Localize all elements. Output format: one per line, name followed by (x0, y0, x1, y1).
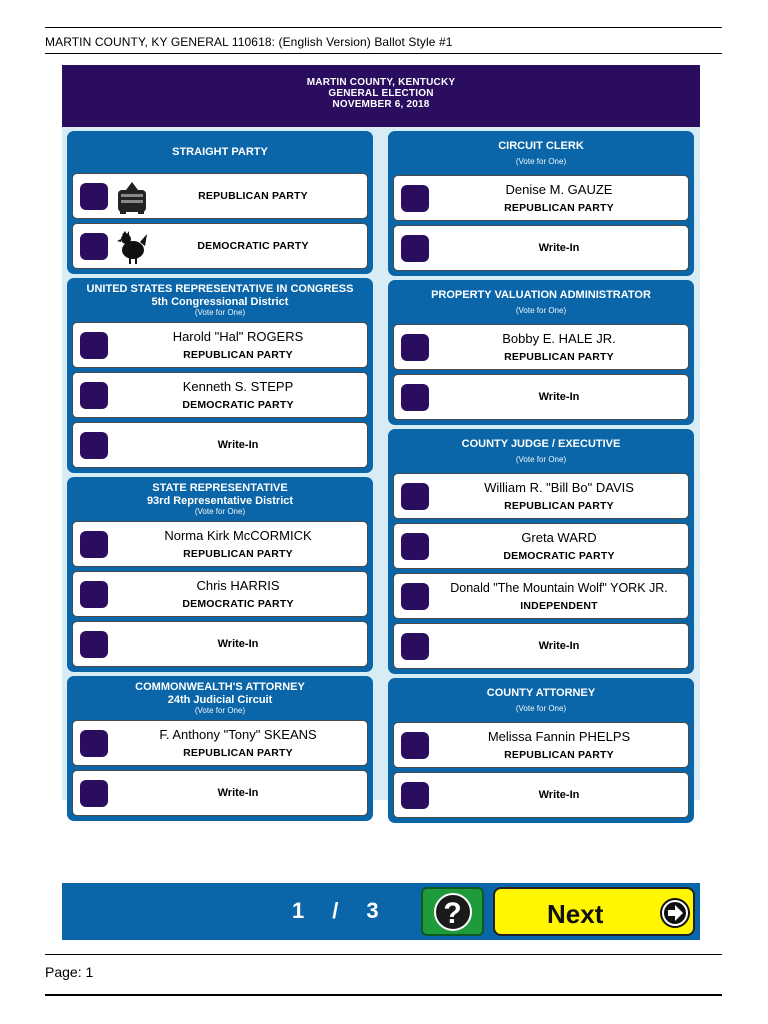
page-footer: Page: 1 (45, 964, 94, 980)
write-in-label: Write-In (217, 439, 259, 451)
candidate-name: Norma Kirk McCORMICK (164, 527, 312, 543)
help-button[interactable] (421, 887, 484, 936)
choice-candidate[interactable] (72, 720, 368, 766)
vote-for-instruction: (Vote for One) (515, 703, 567, 713)
vote-for-instruction: (Vote for One) (194, 705, 246, 715)
choice-candidate[interactable] (72, 521, 368, 567)
candidate-name: Harold "Hal" ROGERS (172, 328, 304, 344)
party-label: REPUBLICAN PARTY (504, 201, 614, 214)
candidate-name: Kenneth S. STEPP (182, 378, 294, 394)
choice-republican-party[interactable] (72, 173, 368, 219)
vote-checkbox[interactable] (80, 730, 108, 757)
contest-subtitle: 24th Judicial Circuit (167, 693, 273, 706)
contest-county-judge-executive (388, 429, 694, 674)
choice-write-in[interactable] (393, 225, 689, 271)
page-separator: / (332, 898, 339, 923)
contest-title: CIRCUIT CLERK (498, 139, 584, 152)
vote-for-instruction: (Vote for One) (515, 305, 567, 315)
question-mark-icon: ? (434, 893, 472, 931)
party-label: DEMOCRATIC PARTY (182, 398, 294, 411)
choice-candidate[interactable] (72, 322, 368, 368)
ballot-page (62, 65, 700, 800)
party-label: REPUBLICAN PARTY (183, 547, 293, 560)
header-rule (45, 53, 722, 54)
choice-write-in[interactable] (72, 422, 368, 468)
candidate-name: William R. "Bill Bo" DAVIS (484, 479, 634, 495)
vote-checkbox[interactable] (80, 531, 108, 558)
vote-checkbox[interactable] (80, 780, 108, 807)
candidate-name: Donald "The Mountain Wolf" YORK JR. (450, 580, 668, 595)
choice-candidate[interactable] (393, 573, 689, 619)
next-label: Next (547, 899, 604, 929)
contest-title: STRAIGHT PARTY (172, 145, 268, 158)
write-in-label: Write-In (538, 640, 580, 652)
vote-checkbox[interactable] (80, 332, 108, 359)
vote-checkbox[interactable] (401, 384, 429, 411)
write-in-label: Write-In (538, 391, 580, 403)
right-column (388, 131, 694, 827)
contest-title: COUNTY JUDGE / EXECUTIVE (461, 437, 621, 450)
contest-title: STATE REPRESENTATIVE (152, 481, 288, 494)
contest-subtitle: 93rd Representative District (146, 494, 294, 507)
contest-subtitle: 5th Congressional District (151, 295, 289, 308)
contest-property-valuation-administrator (388, 280, 694, 425)
contest-title: UNITED STATES REPRESENTATIVE IN CONGRESS (86, 282, 354, 295)
vote-checkbox[interactable] (80, 581, 108, 608)
banner-election: GENERAL ELECTION (328, 88, 434, 99)
page-current: 1 (292, 898, 305, 923)
choice-write-in[interactable] (72, 770, 368, 816)
vote-checkbox[interactable] (401, 583, 429, 610)
candidate-name: Melissa Fannin PHELPS (487, 728, 631, 744)
choice-candidate[interactable] (393, 722, 689, 768)
vote-checkbox[interactable] (401, 633, 429, 660)
vote-checkbox[interactable] (80, 631, 108, 658)
write-in-label: Write-In (217, 638, 259, 650)
choice-democratic-party[interactable] (72, 223, 368, 269)
contest-title: PROPERTY VALUATION ADMINISTRATOR (431, 288, 651, 301)
vote-checkbox[interactable] (80, 233, 108, 260)
party-label: REPUBLICAN PARTY (504, 499, 614, 512)
candidate-name: Bobby E. HALE JR. (502, 330, 616, 346)
contest-state-representative (67, 477, 373, 672)
vote-checkbox[interactable] (401, 782, 429, 809)
page-indicator (292, 898, 379, 924)
vote-checkbox[interactable] (401, 235, 429, 262)
vote-for-instruction: (Vote for One) (515, 156, 567, 166)
vote-for-instruction: (Vote for One) (194, 506, 246, 516)
party-label: INDEPENDENT (520, 599, 598, 612)
contest-title: COUNTY ATTORNEY (486, 686, 596, 699)
party-label: REPUBLICAN PARTY (183, 746, 293, 759)
party-label: REPUBLICAN PARTY (504, 350, 614, 363)
next-button[interactable] (493, 887, 695, 936)
party-label: REPUBLICAN PARTY (183, 348, 293, 361)
party-label: REPUBLICAN PARTY (504, 748, 614, 761)
navigation-bar (62, 883, 700, 940)
choice-candidate[interactable] (393, 473, 689, 519)
choice-write-in[interactable] (393, 374, 689, 420)
candidate-name: Greta WARD (521, 529, 597, 545)
party-label: REPUBLICAN PARTY (198, 190, 308, 202)
vote-checkbox[interactable] (401, 185, 429, 212)
vote-checkbox[interactable] (401, 533, 429, 560)
choice-write-in[interactable] (393, 623, 689, 669)
choice-write-in[interactable] (72, 621, 368, 667)
choice-candidate[interactable] (393, 523, 689, 569)
choice-write-in[interactable] (393, 772, 689, 818)
write-in-label: Write-In (538, 789, 580, 801)
left-column (67, 131, 373, 825)
footer-rule (45, 954, 722, 955)
top-rule (45, 27, 722, 28)
candidate-name: Chris HARRIS (196, 577, 280, 593)
contest-title: COMMONWEALTH'S ATTORNEY (135, 680, 305, 693)
vote-checkbox[interactable] (80, 382, 108, 409)
vote-checkbox[interactable] (401, 483, 429, 510)
party-label: DEMOCRATIC PARTY (182, 597, 294, 610)
vote-checkbox[interactable] (80, 183, 108, 210)
vote-checkbox[interactable] (80, 432, 108, 459)
election-banner (62, 65, 700, 127)
write-in-label: Write-In (217, 787, 259, 799)
vote-checkbox[interactable] (401, 732, 429, 759)
write-in-label: Write-In (538, 242, 580, 254)
vote-checkbox[interactable] (401, 334, 429, 361)
party-label: DEMOCRATIC PARTY (503, 549, 615, 562)
choice-candidate[interactable] (393, 324, 689, 370)
contest-circuit-clerk (388, 131, 694, 276)
contest-us-representative (67, 278, 373, 473)
party-label: DEMOCRATIC PARTY (197, 240, 309, 252)
candidate-name: Denise M. GAUZE (505, 181, 613, 197)
vote-for-instruction: (Vote for One) (194, 307, 246, 317)
banner-date: NOVEMBER 6, 2018 (332, 99, 430, 110)
candidate-name: F. Anthony "Tony" SKEANS (159, 726, 317, 742)
contest-commonwealths-attorney (67, 676, 373, 821)
contest-straight-party (67, 131, 373, 274)
choice-candidate[interactable] (393, 175, 689, 221)
page-total: 3 (366, 898, 379, 923)
arrow-right-icon (659, 897, 691, 929)
choice-candidate[interactable] (72, 571, 368, 617)
vote-for-instruction: (Vote for One) (515, 454, 567, 464)
document-header: MARTIN COUNTY, KY GENERAL 110618: (English Version) Ballot Style #1 (45, 35, 453, 49)
choice-candidate[interactable] (72, 372, 368, 418)
bottom-rule (45, 994, 722, 996)
contest-county-attorney (388, 678, 694, 823)
banner-county: MARTIN COUNTY, KENTUCKY (306, 77, 456, 88)
